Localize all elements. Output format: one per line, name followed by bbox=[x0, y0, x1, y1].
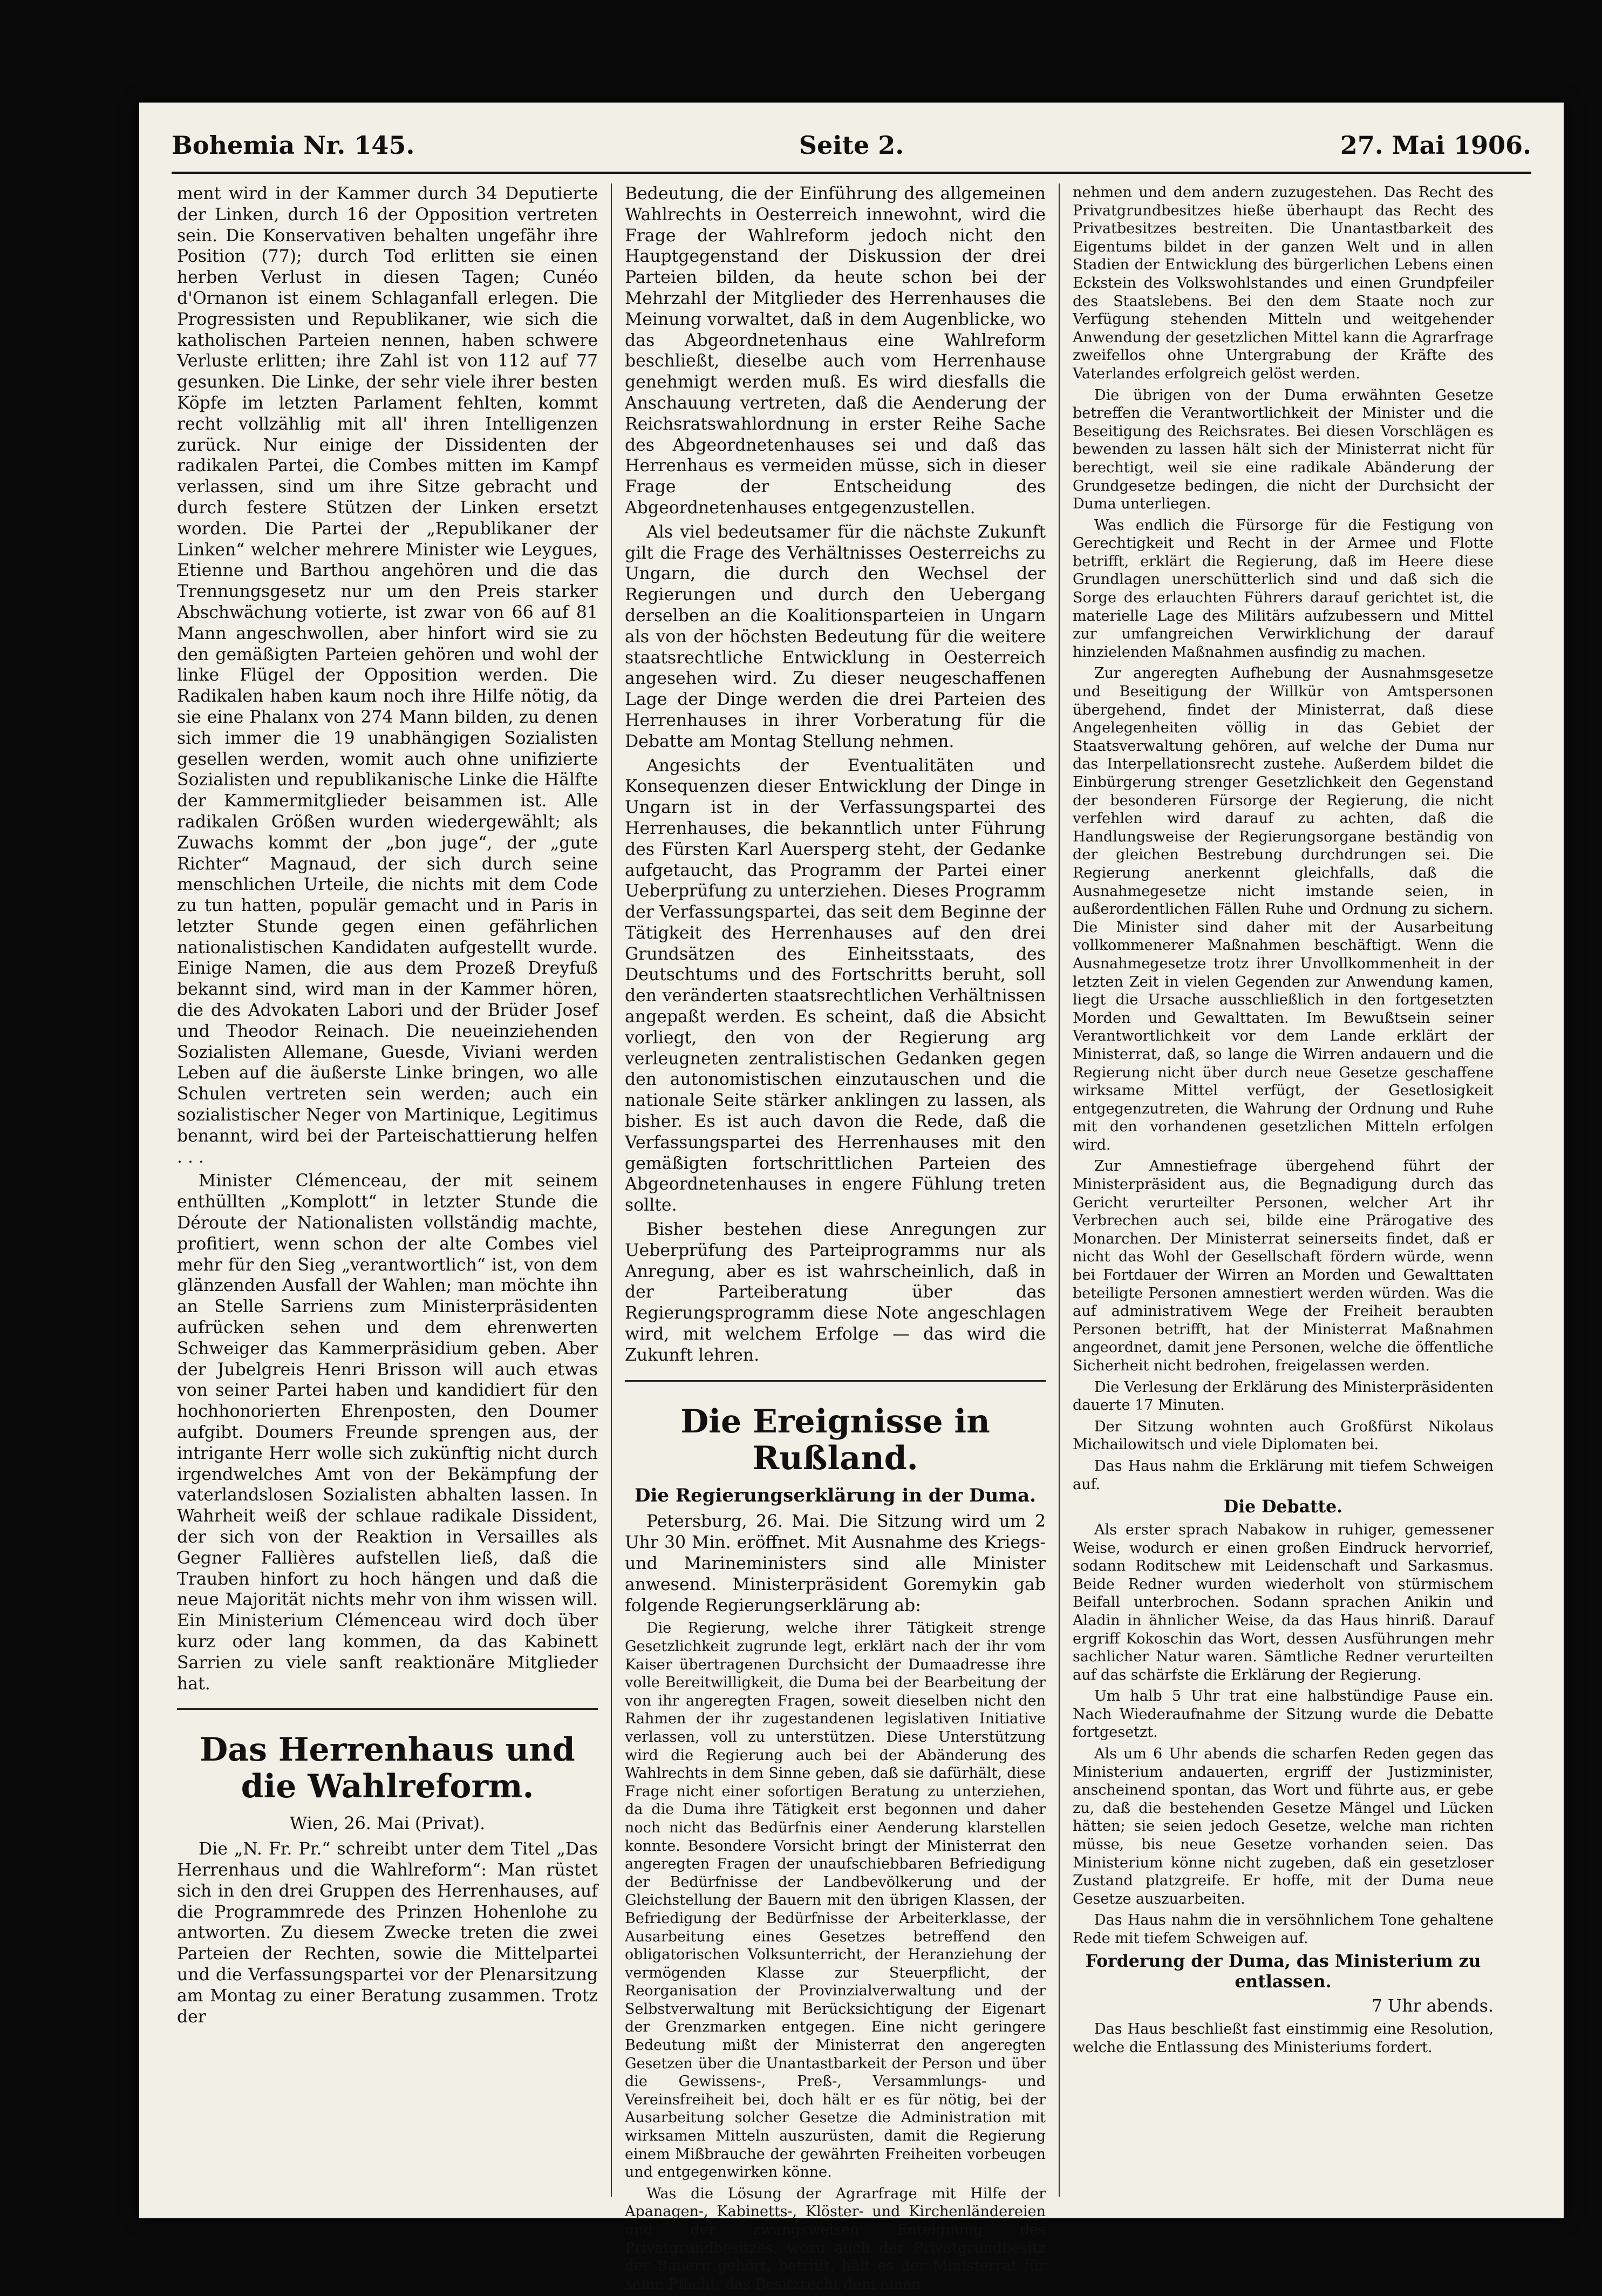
article-separator bbox=[625, 1380, 1046, 1382]
article-paragraph: Das Haus beschließt fast einstimmig eine Resolution, welche die Entlassung des Ministeriums fordert. bbox=[1073, 2021, 1494, 2056]
article-paragraph: Bisher bestehen diese Anregungen zur Ueberprüfung des Parteiprogramms nur als Anregung, aber es ist wahrscheinlich, daß in der Parteiberatung über das Regierungsprogramm diese Note angeschlagen wird, mit welchem Erfolge — das wird die Zukunft lehren. bbox=[625, 1220, 1046, 1365]
issue-date: 27. Mai 1906. bbox=[1340, 131, 1531, 160]
article-paragraph: Angesichts der Eventualitäten und Konsequenzen dieser Entwicklung der Dinge in Ungarn ist in der Verfassungspartei des Herrenhauses, die bekanntlich unter Führung des Fürsten Karl Auersperg steht, der Gedanke aufgetaucht, das Programm der Partei einer Ueberprüfung zu unterziehen. Dieses Programm der Verfassungspartei, das seit dem Beginne der Tätigkeit des Herrenhauses auf den drei Grundsätzen des Einheitsstaats, des Deutschtums und des Fortschritts beruht, soll den veränderten staatsrechtlichen Verhältnissen angepaßt werden. Es scheint, daß die Absicht vorliegt, den von der Regierung arg verleugneten zentralistischen Gedanken gegen den autonomistischen einzutauschen und die nationale Seite stärker anklingen zu lassen, als bisher. Es ist auch davon die Rede, daß die Verfassungspartei des Herrenhauses mit den gemäßigten fortschrittlichen Parteien des Abgeordnetenhauses in engere Fühlung treten sollte. bbox=[625, 756, 1046, 1215]
article-paragraph: Als um 6 Uhr abends die scharfen Reden gegen das Ministerium andauerten, ergriff der Justizminister, anscheinend spontan, das Wort und führte aus, er gebe zu, daß die bestehenden Gesetze Mängel und Lücken hätten; sie seien jedoch Gesetze, welche man richten müsse, bis neue Gesetze vorhanden seien. Das Ministerium könne nicht zugeben, daß ein gesetzloser Zustand platzgreife. Er hoffe, mit der Duma neue Gesetze auszuarbeiten. bbox=[1073, 1745, 1494, 1907]
article-paragraph: Als viel bedeutsamer für die nächste Zukunft gilt die Frage des Verhältnisses Oesterreichs zu Ungarn, die durch den Wechsel der Regierungen und durch den Uebergang derselben an die Koalitionsparteien in Ungarn als von der höchsten Bedeutung für die weitere staatsrechtliche Entwicklung in Oesterreich angesehen wird. Zu dieser neugeschaffenen Lage der Dinge werden die drei Parteien des Herrenhauses in ihrer Vorberatung für die Debatte am Montag Stellung nehmen. bbox=[625, 522, 1046, 751]
column-rule-2 bbox=[1059, 184, 1060, 2197]
column-2 bbox=[625, 184, 1046, 2293]
article-paragraph: Petersburg, 26. Mai. Die Sitzung wird um 2 Uhr 30 Min. eröffnet. Mit Ausnahme des Kriegs- und Marineministers sind alle Minister anwesend. Ministerpräsident Goremykin gab folgende Regierungserklärung ab: bbox=[625, 1512, 1046, 1615]
article-paragraph: Bedeutung, die der Einführung des allgemeinen Wahlrechts in Oesterreich innewohnt, wird die Frage der Wahlreform jedoch nicht den Hauptgegenstand der Diskussion der drei Parteien bilden, da heute schon bei der Mehrzahl der Mitglieder des Herrenhauses die Meinung vorwaltet, daß in dem Augenblicke, wo das Abgeordnetenhaus eine Wahlreform beschließt, dieselbe auch vom Herrenhause genehmigt werden muß. Es wird diesfalls die Anschauung vertreten, daß die Aenderung der Reichsratswahlordnung in erster Reihe Sache des Abgeordnetenhauses sei und daß das Herrenhaus es vermeiden müsse, sich in dieser Frage der Entscheidung des Abgeordnetenhauses entgegenzustellen. bbox=[625, 184, 1046, 518]
dateline: Wien, 26. Mai (Privat). bbox=[289, 1814, 486, 1834]
article-paragraph: Das Haus nahm die in versöhnlichem Tone gehaltene Rede mit tiefem Schweigen auf. bbox=[1073, 1912, 1494, 1947]
column-1 bbox=[177, 184, 598, 2197]
column-rule-1 bbox=[611, 184, 612, 2197]
column-3 bbox=[1073, 184, 1494, 2197]
article-paragraph: Die Verlesung der Erklärung des Ministerpräsidenten dauerte 17 Minuten. bbox=[1073, 1378, 1494, 1414]
article-paragraph: Um halb 5 Uhr trat eine halbstündige Pause ein. Nach Wiederaufnahme der Sitzung wurde die Debatte fortgesetzt. bbox=[1073, 1688, 1494, 1741]
section-heading-forderung: Forderung der Duma, das Ministerium zu entlassen. bbox=[1085, 1951, 1481, 1992]
article-separator bbox=[177, 1708, 598, 1710]
article-paragraph: Die „N. Fr. Pr.“ schreibt unter dem Titel „Das Herrenhaus und die Wahlreform“: Man rüstet sich in den drei Gruppen des Herrenhauses, auf die Programmrede des Prinzen Hohenlohe zu antworten. Zu diesem Zwecke treten die zwei Parteien der Rechten, sowie die Mittelpartei und die Verfassungspartei vor der Plenarsitzung am Montag zu einer Beratung zusammen. Trotz der bbox=[177, 1839, 598, 2027]
article-paragraph: Als erster sprach Nabakow in ruhiger, gemessener Weise, wodurch er einen großen Eindruck hervorrief, sodann Roditschew mit Leidenschaft und Sarkasmus. Beide Redner wurden wiederholt von stürmischem Beifall unterbrochen. Sodann sprachen Anikin und Aladin in ähnlicher Weise, da das Haus hinriß. Darauf ergriff Kokoschin das Wort, dessen Ausführungen mehr sachlicher Natur waren. Sämtliche Redner verurteilten auf das schärfste die Erklärung der Regierung. bbox=[1073, 1521, 1494, 1683]
page-number: Seite 2. bbox=[799, 131, 904, 160]
newspaper-page bbox=[139, 103, 1564, 2293]
section-heading-debatte: Die Debatte. bbox=[1223, 1497, 1343, 1517]
declaration-text: Die übrigen von der Duma erwähnten Gesetze betreffen die Verantwortlichkeit der Minister und die Beseitigung des Reichsrates. Bei diesen Vorschlägen es bewenden zu lassen hält sich der Ministerrat nicht für berechtigt, weil sie eine radikale Abänderung der Grundgesetze bedingen, die nicht der Durchsicht der Duma unterliegen. bbox=[1073, 386, 1494, 513]
header-rule bbox=[172, 172, 1531, 174]
article-paragraph: Das Haus nahm die Erklärung mit tiefem Schweigen auf. bbox=[1073, 1457, 1494, 1493]
masthead-issue: Bohemia Nr. 145. bbox=[172, 131, 415, 160]
article-paragraph: ment wird in der Kammer durch 34 Deputierte der Linken, durch 16 der Opposition vertreten sein. Die Konservativen behalten ungefähr ihre Position (77); durch Tod erlitten sie einen herben Verlust in diesen Tagen; Cunéo d'Ornanon ist einem Schlaganfall erlegen. Die Progressisten und Republikaner, wie sich die katholischen Parteien nennen, haben schwere Verluste erlitten; ihre Zahl ist von 112 auf 77 gesunken. Die Linke, der sehr viele ihrer besten Köpfe im letzten Parlament fehlten, kommt recht vollzählig mit all' ihren Intelligenzen zurück. Nur einige der Dissidenten der radikalen Partei, die Combes mitten im Kampf verlassen, sind um ihre Sitze gebracht und durch festere Stützen der Linken ersetzt worden. Die Partei der „Republikaner der Linken“ welcher mehrere Minister wie Leygues, Etienne und Barthou angehören und die das Trennungsgesetz nur um den Preis starker Abschwächung votierte, ist zwar von 66 auf 81 Mann angeschwollen, aber hinfort wird sie zu den gemäßigten Parteien gehören und wohl der linke Flügel der Opposition werden. Die Radikalen haben kaum noch ihre Hilfe nötig, da sie eine Phalanx von 274 Mann bilden, zu denen sich immer die 19 unabhängigen Sozialisten gesellen werden, womit auch ohne unifizierte Sozialisten und republikanische Linke die Hälfte der Kammermitglieder beisammen ist. Alle radikalen Größen wurden wiedergewählt; als Zuwachs kommt der „bon juge“, der „gute Richter“ Magnaud, der sich durch seine menschlichen Urteile, die nichts mit dem Code zu tun hatten, populär gemacht und in Paris in letzter Stunde gegen einen gefährlichen nationalistischen Kandidaten aufgestellt wurde. Einige Namen, die aus dem Prozeß Dreyfuß bekannt sind, wird man in der Kammer hören, die des Advokaten Labori und der Brüder Josef und Theodor Reinach. Die neueinziehenden Sozialisten Allemane, Guesde, Viviani werden Leben auf die äußerste Linke bringen, wo alle Schulen vertreten sein werden; auch ein sozialistischer Neger von Martinique, Legitimus benannt, wird bei der Parteischattierung helfen . . . bbox=[177, 184, 598, 1167]
timestamp: 7 Uhr abends. bbox=[1371, 1996, 1494, 2016]
article-title-herrenhaus: Das Herrenhaus und die Wahlreform. bbox=[200, 1731, 575, 1806]
declaration-text: Die Regierung, welche ihrer Tätigkeit strenge Gesetzlichkeit zugrunde legt, erklärt nach der ihr vom Kaiser übertragenen Durchsicht der Dumaadresse ihre volle Bereitwilligkeit, die Duma bei der Bearbeitung der von ihr angeregten Fragen, soweit dieselben nicht den Rahmen der ihr zugestandenen legislativen Initiative verlassen, voll zu unterstützen. Diese Unterstützung wird die Regierung auch bei der Abänderung des Wahlrechts in dem Sinne geben, daß sie dafürhält, diese Frage nicht einer sofortigen Beratung zu unterziehen, da die Duma ihre Tätigkeit erst begonnen und daher noch nicht das Bedürfnis einer Aenderung klarstellen konnte. Besondere Vorsicht bringt der Ministerrat den angeregten Fragen der unaufschiebbaren Befriedigung der Bedürfnisse der Landbevölkerung und der Gleichstellung der Bauern mit den übrigen Klassen, der Befriedigung der Bedürfnisse der Arbeiterklasse, der Ausarbeitung eines Gesetzes betreffend den obligatorischen Volksunterricht, der Heranziehung der vermögenden Klasse zur Steuerpflicht, der Reorganisation der Provinzialverwaltung und der Selbstverwaltung mit Berücksichtigung der Eigenart der Grenzmarken entgegen. Eine nicht geringere Bedeutung mißt der Ministerrat den angeregten Gesetzen über die Unantastbarkeit der Person und über die Gewissens-, Preß-, Versammlungs- und Vereinsfreiheit bei, doch hält er es für nötig, bei der Ausarbeitung solcher Gesetze die Administration mit wirksamen Mitteln auszurüsten, damit die Regierung einem Mißbrauche der gewährten Freiheiten vorbeugen und entgegenwirken könne. bbox=[625, 1620, 1046, 2181]
declaration-text: Was die Lösung der Agrarfrage mit Hilfe der Apanagen-, Kabinetts-, Klöster- und Kirchenländereien und der zwangsweisen Enteignung des Privatgrundbesitzes, wozu auch der Privatgrundbesitz der Bauern gehört, betrifft, hält es der Ministerrat für seine Pflicht, das Besitzrecht dem einen bbox=[625, 2185, 1046, 2293]
article-title-russland: Die Ereignisse in Rußland. bbox=[680, 1402, 990, 1477]
declaration-text: nehmen und dem andern zuzugestehen. Das Recht des Privatgrundbesitzes hieße überhaupt das Recht des Privatbesitzes bestreiten. Die Unantastbarkeit des Eigentums bildet in der ganzen Welt und in allen Stadien der Entwicklung des bürgerlichen Lebens einen Eckstein des Volkswohlstandes und einen Grundpfeiler des Staatslebens. Bei den dem Staate noch zur Verfügung stehenden Mitteln und weitgehender Anwendung der gesetzlichen Mittel kann die Agrarfrage zweifellos ohne Untergrabung der Kräfte des Vaterlandes erfolgreich gelöst werden. bbox=[1073, 184, 1494, 382]
article-paragraph: Der Sitzung wohnten auch Großfürst Nikolaus Michailowitsch und viele Diplomaten bei. bbox=[1073, 1418, 1494, 1453]
declaration-text: Zur angeregten Aufhebung der Ausnahmsgesetze und Beseitigung der Willkür von Amtspersonen übergehend, findet der Ministerrat, daß diese Angelegenheiten völlig in das Gebiet der Staatsverwaltung gehören, auf welche der Duma nur das Interpellationsrecht zustehe. Außerdem bildet die Einbürgerung strenger Gesetzlichkeit den Gegenstand der besonderen Fürsorge der Regierung, die nicht verfehlen wird darauf zu achten, daß die Handlungsweise der Regierungsorgane beständig von der gleichen Bestrebung durchdrungen sei. Die Regierung anerkennt gleichfalls, daß die Ausnahmegesetze nicht imstande seien, in außerordentlichen Fällen Ruhe und Ordnung zu sichern. Die Minister sind daher mit der Ausarbeitung vollkommenerer Maßnahmen beschäftigt. Wenn die Ausnahmegesetze trotz ihrer Unvollkommenheit in der letzten Zeit in vielen Gegenden zur Anwendung kamen, liegt die Ursache ausschließlich in den fortgesetzten Morden und Gewalttaten. Im Bewußtsein seiner Verantwortlichkeit vor dem Lande erklärt der Ministerrat, daß, so lange die Wirren andauern und die Regierung nicht über durch neue Gesetze geschaffene wirksame Mittel verfügt, der Gesetlosigkeit entgegenzutreten, die Wahrung der Ordnung und Ruhe mit den vorhandenen gesetzlichen Mitteln erfolgen wird. bbox=[1073, 665, 1494, 1153]
article-paragraph: Zur Amnestiefrage übergehend führt der Ministerpräsident aus, die Begnadigung durch das Gericht verurteilter Personen, welcher Art ihr Verbrechen auch sei, bilde eine Prärogative des Monarchen. Der Ministerrat seinerseits findet, daß er nicht das Wohl der Gesellschaft fördern würde, wenn bei Fortdauer der Wirren an Morden und Gewalttaten beteiligte Personen amnestiert werden würden. Was die auf administrativem Wege der Freiheit beraubten Personen betrifft, hat der Ministerrat Maßnahmen angeordnet, damit jene Personen, welche die öffentliche Sicherheit nicht bedrohen, freigelassen werden. bbox=[1073, 1158, 1494, 1374]
declaration-text: Was endlich die Fürsorge für die Festigung von Gerechtigkeit und Recht in der Armee und Flotte betrifft, erklärt die Regierung, daß im Heere diese Grundlagen unerschütterlich sind und daß sich die Sorge des erlauchten Führers darauf gerichtet ist, die materielle Lage des Militärs aufzubessern und Mittel zur umfangreichen Verwirklichung der darauf hinzielenden Maßnahmen ausfindig zu machen. bbox=[1073, 517, 1494, 661]
article-subtitle: Die Regierungserklärung in der Duma. bbox=[634, 1484, 1037, 1506]
article-paragraph: Minister Clémenceau, der mit seinem enthüllten „Komplott“ in letzter Stunde die Déroute der Nationalisten vollständig machte, profitiert, wenn schon der alte Combes viel mehr für den Sieg „verantwortlich“ ist, von dem glänzenden Ausfall der Wahlen; man möchte ihn an Stelle Sarriens zum Ministerpräsidenten aufrücken sehen und dem ehrenwerten Schweiger das Kammerpräsidium geben. Aber der Jubelgreis Henri Brisson will auch etwas von seiner Partei haben und kandidiert für den hochhonorierten Ehrenposten, den Doumer aufgibt. Doumers Freunde sprengen aus, der intrigante Herr wolle sich zukünftig nicht durch irgendwelches Amt von der Bekämpfung der vaterlandslosen Sozialisten abhalten lassen. In Wahrheit weiß der schlaue radikale Dissident, der sich von der Reaktion in Versailles als Gegner Fallières aufstellen ließ, daß die Trauben hinfort zu hoch hängen und daß die neue Majorität nichts mehr von ihm wissen will. Ein Ministerium Clémenceau wird doch über kurz oder lang kommen, da das Kabinett Sarrien zu viele sanft reaktionäre Mitglieder hat. bbox=[177, 1171, 598, 1694]
page-header bbox=[172, 131, 1531, 168]
